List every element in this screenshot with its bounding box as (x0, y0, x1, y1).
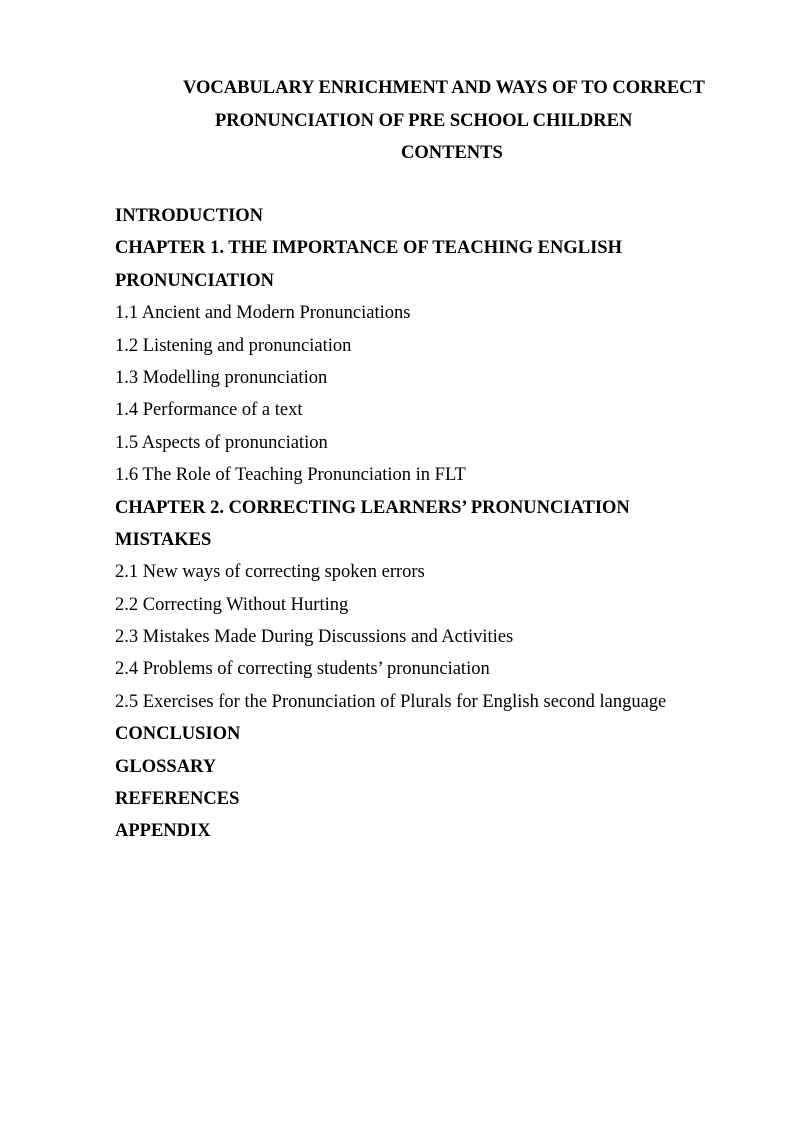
toc-entry-1-3: 1.3 Modelling pronunciation (115, 367, 328, 388)
toc-entry-1-4: 1.4 Performance of a text (115, 400, 303, 421)
document-title (115, 72, 790, 170)
toc-entry-introduction: INTRODUCTION (115, 206, 264, 226)
table-of-contents (115, 200, 785, 848)
toc-entry-2-4: 2.4 Problems of correcting students’ pronunciation (115, 659, 490, 680)
toc-entry-2-2: 2.2 Correcting Without Hurting (115, 594, 349, 615)
toc-entry-appendix: APPENDIX (115, 821, 211, 842)
toc-entry-chapter-1-continued: PRONUNCIATION (115, 270, 274, 291)
toc-entry-1-2: 1.2 Listening and pronunciation (115, 335, 352, 356)
title-line-1: VOCABULARY ENRICHMENT AND WAYS OF TO CORRECT (183, 78, 705, 98)
toc-entry-1-1: 1.1 Ancient and Modern Pronunciations (115, 303, 411, 324)
toc-entry-chapter-2: CHAPTER 2. CORRECTING LEARNERS’ PRONUNCIATION (115, 497, 630, 518)
contents-heading: CONTENTS (401, 143, 503, 164)
title-line-2: PRONUNCIATION OF PRE SCHOOL CHILDREN (215, 110, 633, 131)
toc-entry-chapter-1: CHAPTER 1. THE IMPORTANCE OF TEACHING ENGLISH (115, 238, 622, 259)
toc-entry-references: REFERENCES (115, 789, 240, 810)
toc-entry-1-5: 1.5 Aspects of pronunciation (115, 432, 328, 453)
toc-entry-2-5: 2.5 Exercises for the Pronunciation of Plurals for English second language (115, 691, 667, 712)
toc-entry-2-3: 2.3 Mistakes Made During Discussions and Activities (115, 627, 514, 648)
toc-entry-conclusion: CONCLUSION (115, 724, 241, 745)
toc-entry-1-6: 1.6 The Role of Teaching Pronunciation in FLT (115, 465, 466, 486)
toc-entry-2-1: 2.1 New ways of correcting spoken errors (115, 562, 425, 583)
toc-entry-chapter-2-continued: MISTAKES (115, 529, 212, 550)
toc-entry-glossary: GLOSSARY (115, 756, 217, 777)
